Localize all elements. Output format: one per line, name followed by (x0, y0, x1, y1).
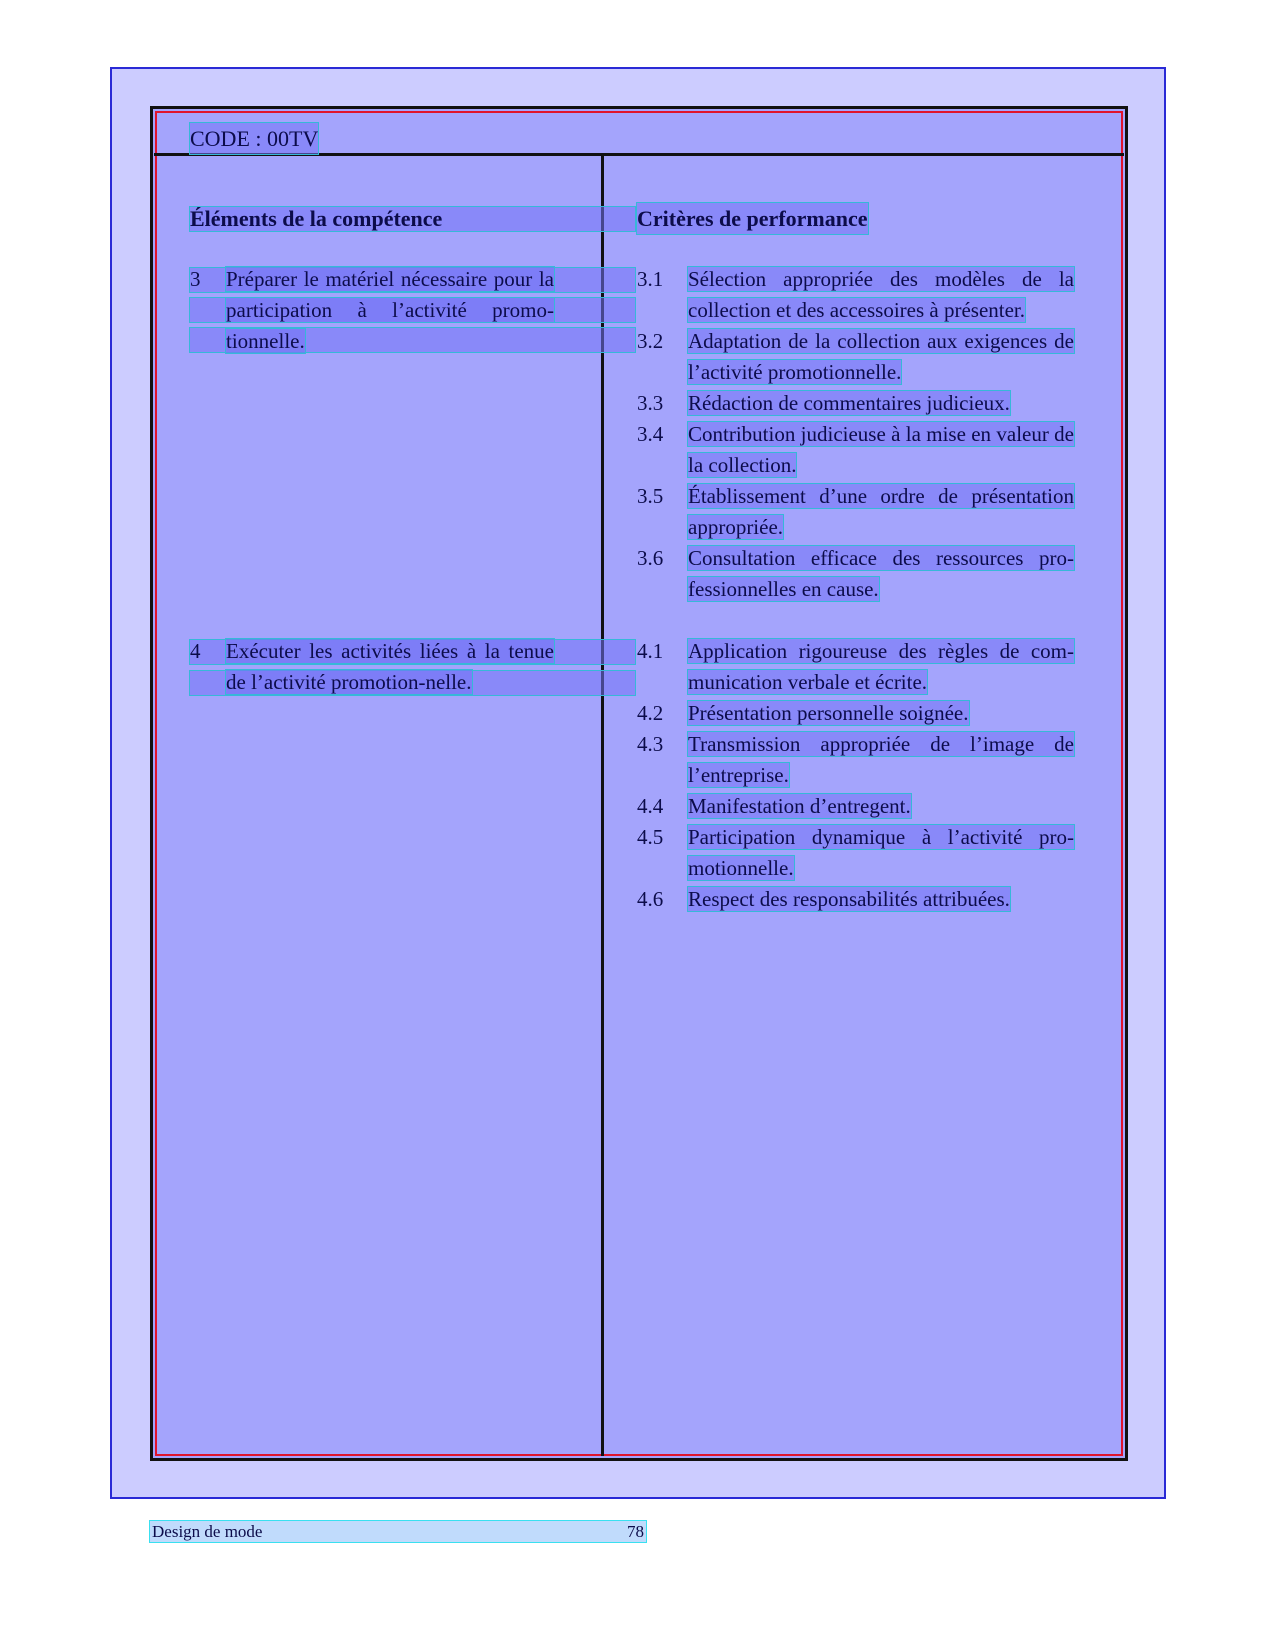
criterion-number: 3.2 (637, 329, 664, 353)
page-footer (150, 1521, 646, 1542)
element-text: Préparer le matériel nécessaire pour la participation à l’activité promo-tionnelle. (226, 267, 554, 353)
criterion-text: Respect des responsabilités attribuées. (688, 887, 1010, 911)
criterion-number: 4.6 (637, 887, 664, 911)
elements-column-heading: Éléments de la compétence (190, 206, 443, 231)
code-header: CODE : 00TV (190, 123, 318, 154)
element-text: Exécuter les activités liées à la tenue de l’activité promotion-nelle. (226, 639, 554, 694)
criterion-text: Présentation personnelle soignée. (688, 701, 969, 725)
criterion-number: 3.5 (637, 484, 664, 508)
criterion-number: 4.2 (637, 701, 664, 725)
criterion-number: 3.3 (637, 391, 664, 415)
criterion-text: Contribution judicieuse à la mise en valeur de la collection. (688, 422, 1074, 477)
criterion-number: 4.4 (637, 794, 664, 818)
footer-page-number: 78 (627, 1522, 644, 1541)
criterion-number: 3.4 (637, 422, 664, 446)
criterion-number: 4.5 (637, 825, 664, 849)
footer-title: Design de mode (152, 1522, 263, 1541)
criterion-text: Adaptation de la collection aux exigences de l’activité promotionnelle. (688, 329, 1074, 384)
element-number: 3 (190, 267, 201, 291)
criterion-text: Établissement d’une ordre de présentation appropriée. (688, 484, 1074, 539)
criterion-number: 4.1 (637, 639, 664, 663)
criterion-text: Consultation efficace des ressources pro-fessionnelles en cause. (688, 546, 1074, 601)
criterion-text: Rédaction de commentaires judicieux. (688, 391, 1010, 415)
criterion-text: Sélection appropriée des modèles de la collection et des accessoires à présenter. (688, 267, 1074, 322)
criterion-number: 4.3 (637, 732, 664, 756)
criterion-number: 3.1 (637, 267, 664, 291)
criterion-text: Participation dynamique à l’activité pro-motionnelle. (688, 825, 1074, 880)
criteria-column-heading: Critères de performance (637, 203, 868, 234)
criterion-text: Application rigoureuse des règles de com-munication verbale et écrite. (688, 639, 1074, 694)
criterion-text: Manifestation d’entregent. (688, 794, 911, 818)
criterion-text: Transmission appropriée de l’image de l’entreprise. (688, 732, 1074, 787)
element-number: 4 (190, 639, 201, 663)
criterion-number: 3.6 (637, 546, 664, 570)
